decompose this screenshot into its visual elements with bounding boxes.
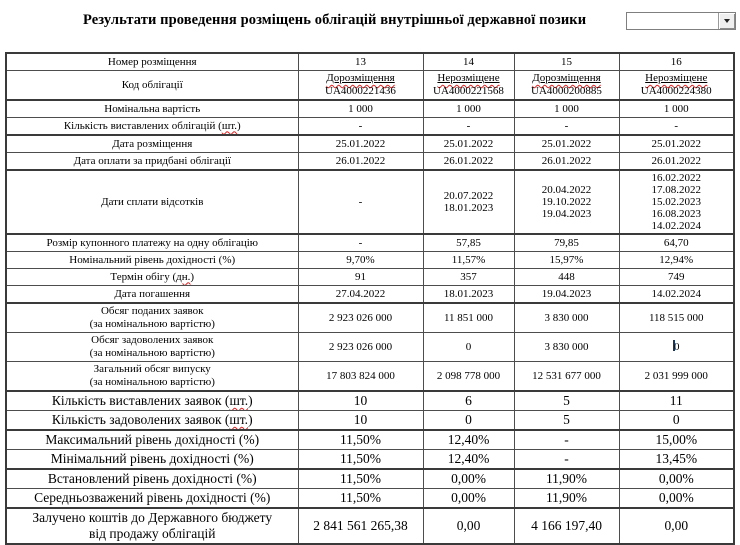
table-row (6, 430, 734, 450)
row-label: Дата розміщення (6, 135, 298, 153)
table-row (6, 303, 734, 333)
table-row (6, 269, 734, 286)
table-row (6, 170, 734, 234)
cell-value: - (619, 118, 734, 136)
row-label: Кількість задоволених заявок (шт.) (6, 411, 298, 431)
row-label: Дата оплати за придбані облігації (6, 153, 298, 171)
table-row (6, 508, 734, 544)
cell-value: 2 841 561 265,38 (298, 508, 423, 544)
cell-value (298, 71, 423, 101)
cell-value: 4 166 197,40 (514, 508, 619, 544)
cell-value: 91 (298, 269, 423, 286)
cell-value: 15 (514, 53, 619, 71)
cell-value: 0,00% (619, 489, 734, 509)
cell-value: 26.01.2022 (514, 153, 619, 171)
row-label: Мінімальний рівень дохідності (%) (6, 450, 298, 470)
chevron-down-icon (724, 19, 730, 23)
row-label: Максимальний рівень дохідності (%) (6, 430, 298, 450)
cell-value: 1 000 (298, 100, 423, 118)
cell-value: 1 000 (514, 100, 619, 118)
row-label: Залучено коштів до Державного бюджету від продажу облігацій (6, 508, 298, 544)
misspelled-word: Дорозміщення (326, 72, 395, 84)
page-title: Результати проведення розміщень облігацій внутрішньої державної позики (83, 12, 587, 28)
editable-cell[interactable]: 0 (619, 333, 734, 362)
cell-value: 0 (619, 411, 734, 431)
placement-select[interactable] (626, 12, 736, 30)
cell-value: 64,70 (619, 234, 734, 252)
cell-value: 12,40% (423, 450, 514, 470)
table-row (6, 118, 734, 136)
bond-status-link[interactable] (326, 72, 394, 84)
placement-select-value[interactable] (627, 13, 718, 29)
misspelled-word: Нерозміщене (645, 72, 708, 84)
table-row (6, 135, 734, 153)
row-label: Номінальний рівень дохідності (%) (6, 252, 298, 269)
cell-value: 26.01.2022 (619, 153, 734, 171)
cell-value: 14.02.2024 (619, 286, 734, 304)
cell-value: 2 923 026 000 (298, 303, 423, 333)
cell-value: 11 851 000 (423, 303, 514, 333)
cell-value: - (514, 430, 619, 450)
cell-value: - (514, 118, 619, 136)
cell-value: 26.01.2022 (423, 153, 514, 171)
cell-value: 0,00 (423, 508, 514, 544)
cell-value: 0,00% (423, 489, 514, 509)
cell-value (514, 71, 619, 101)
misspelled-word: шт. (229, 412, 249, 427)
cell-value: 18.01.2023 (423, 286, 514, 304)
cell-value: 2 923 026 000 (298, 333, 423, 362)
row-label: Дата погашення (6, 286, 298, 304)
cell-value: 25.01.2022 (514, 135, 619, 153)
cell-value: 5 (514, 391, 619, 411)
cell-value: 6 (423, 391, 514, 411)
placements-table (5, 52, 735, 545)
cell-value: 20.04.2022 19.10.2022 19.04.2023 (514, 170, 619, 234)
cell-value: 11,90% (514, 469, 619, 489)
cell-value: 13,45% (619, 450, 734, 470)
cell-value: 749 (619, 269, 734, 286)
cell-value: 20.07.2022 18.01.2023 (423, 170, 514, 234)
table-row (6, 362, 734, 392)
table-row (6, 411, 734, 431)
cell-value: - (423, 118, 514, 136)
cell-value: 25.01.2022 (619, 135, 734, 153)
cell-value: 10 (298, 411, 423, 431)
row-label: Номінальна вартість (6, 100, 298, 118)
cell-value: 17 803 824 000 (298, 362, 423, 392)
text-cursor (673, 340, 675, 351)
table-row (6, 391, 734, 411)
misspelled-word: Нерозміщене (437, 72, 500, 84)
cell-value: 15,97% (514, 252, 619, 269)
cell-value: - (514, 450, 619, 470)
cell-value: 118 515 000 (619, 303, 734, 333)
cell-value: 12 531 677 000 (514, 362, 619, 392)
row-label: Код облігації (6, 71, 298, 101)
cell-value: 2 098 778 000 (423, 362, 514, 392)
table-row (6, 469, 734, 489)
cell-value: 11 (619, 391, 734, 411)
cell-value: 10 (298, 391, 423, 411)
cell-value: 25.01.2022 (298, 135, 423, 153)
cell-value: 11,50% (298, 489, 423, 509)
cell-value: 5 (514, 411, 619, 431)
cell-value: 1 000 (619, 100, 734, 118)
table-row (6, 234, 734, 252)
table-row (6, 100, 734, 118)
table-row (6, 252, 734, 269)
cell-value: 57,85 (423, 234, 514, 252)
table-row (6, 286, 734, 304)
cell-value: 26.01.2022 (298, 153, 423, 171)
misspelled-word: шт. (229, 393, 249, 408)
row-label: Обсяг поданих заявок (за номінальною вартістю) (6, 303, 298, 333)
bond-code: UA4000200885 (531, 85, 602, 97)
table-row (6, 153, 734, 171)
cell-value (423, 71, 514, 101)
cell-value: 12,40% (423, 430, 514, 450)
cell-value: 11,57% (423, 252, 514, 269)
cell-value: 25.01.2022 (423, 135, 514, 153)
bond-status-link[interactable] (645, 72, 707, 84)
row-label: Номер розміщення (6, 53, 298, 71)
cell-value: 0,00% (619, 469, 734, 489)
cell-value: 2 031 999 000 (619, 362, 734, 392)
bond-status-link[interactable] (437, 72, 499, 84)
cell-value: 11,90% (514, 489, 619, 509)
misspelled-word: Дорозміщення (532, 72, 601, 84)
cell-value: 15,00% (619, 430, 734, 450)
cell-value: 448 (514, 269, 619, 286)
cell-value: 0,00 (619, 508, 734, 544)
row-label: Обсяг задоволених заявок (за номінальною вартістю) (6, 333, 298, 362)
table-row (6, 71, 734, 101)
cell-value: 0,00% (423, 469, 514, 489)
cell-value: 3 830 000 (514, 333, 619, 362)
cell-value: 79,85 (514, 234, 619, 252)
row-label: Кількість виставлених облігацій (шт.) (6, 118, 298, 136)
cell-value: 11,50% (298, 469, 423, 489)
cell-value: 357 (423, 269, 514, 286)
row-label: Термін обігу (дн.) (6, 269, 298, 286)
bond-code: UA4000221436 (325, 85, 396, 97)
row-label: Встановлений рівень дохідності (%) (6, 469, 298, 489)
page-header (0, 0, 740, 52)
cell-value: 11,50% (298, 430, 423, 450)
cell-value: 14 (423, 53, 514, 71)
cell-value: - (298, 234, 423, 252)
bond-status-link[interactable] (532, 72, 600, 84)
dropdown-arrow-button[interactable] (718, 13, 735, 29)
row-label: Кількість виставлених заявок (шт.) (6, 391, 298, 411)
cell-value: 1 000 (423, 100, 514, 118)
cell-value: 9,70% (298, 252, 423, 269)
table-row (6, 53, 734, 71)
cell-value: 13 (298, 53, 423, 71)
cell-value: 0 (423, 333, 514, 362)
cell-value: 0 (423, 411, 514, 431)
table-row (6, 489, 734, 509)
row-label: Загальний обсяг випуску (за номінальною вартістю) (6, 362, 298, 392)
bond-code: UA4000224380 (640, 85, 712, 97)
row-label: Розмір купонного платежу на одну облігацію (6, 234, 298, 252)
row-label: Середньозважений рівень дохідності (%) (6, 489, 298, 509)
misspelled-word: дн. (176, 270, 191, 283)
cell-value: 3 830 000 (514, 303, 619, 333)
cell-value: 16.02.2022 17.08.2022 15.02.2023 16.08.2023 14.02.2024 (619, 170, 734, 234)
bond-code: UA4000221568 (433, 85, 504, 97)
cell-value: 27.04.2022 (298, 286, 423, 304)
cell-value (619, 71, 734, 101)
row-label: Дати сплати відсотків (6, 170, 298, 234)
cell-value: 12,94% (619, 252, 734, 269)
cell-value: 11,50% (298, 450, 423, 470)
misspelled-word: шт. (221, 119, 238, 132)
cell-value: 16 (619, 53, 734, 71)
table-row (6, 450, 734, 470)
cell-value: 19.04.2023 (514, 286, 619, 304)
table-row (6, 333, 734, 362)
cell-value: - (298, 118, 423, 136)
cell-value: - (298, 170, 423, 234)
